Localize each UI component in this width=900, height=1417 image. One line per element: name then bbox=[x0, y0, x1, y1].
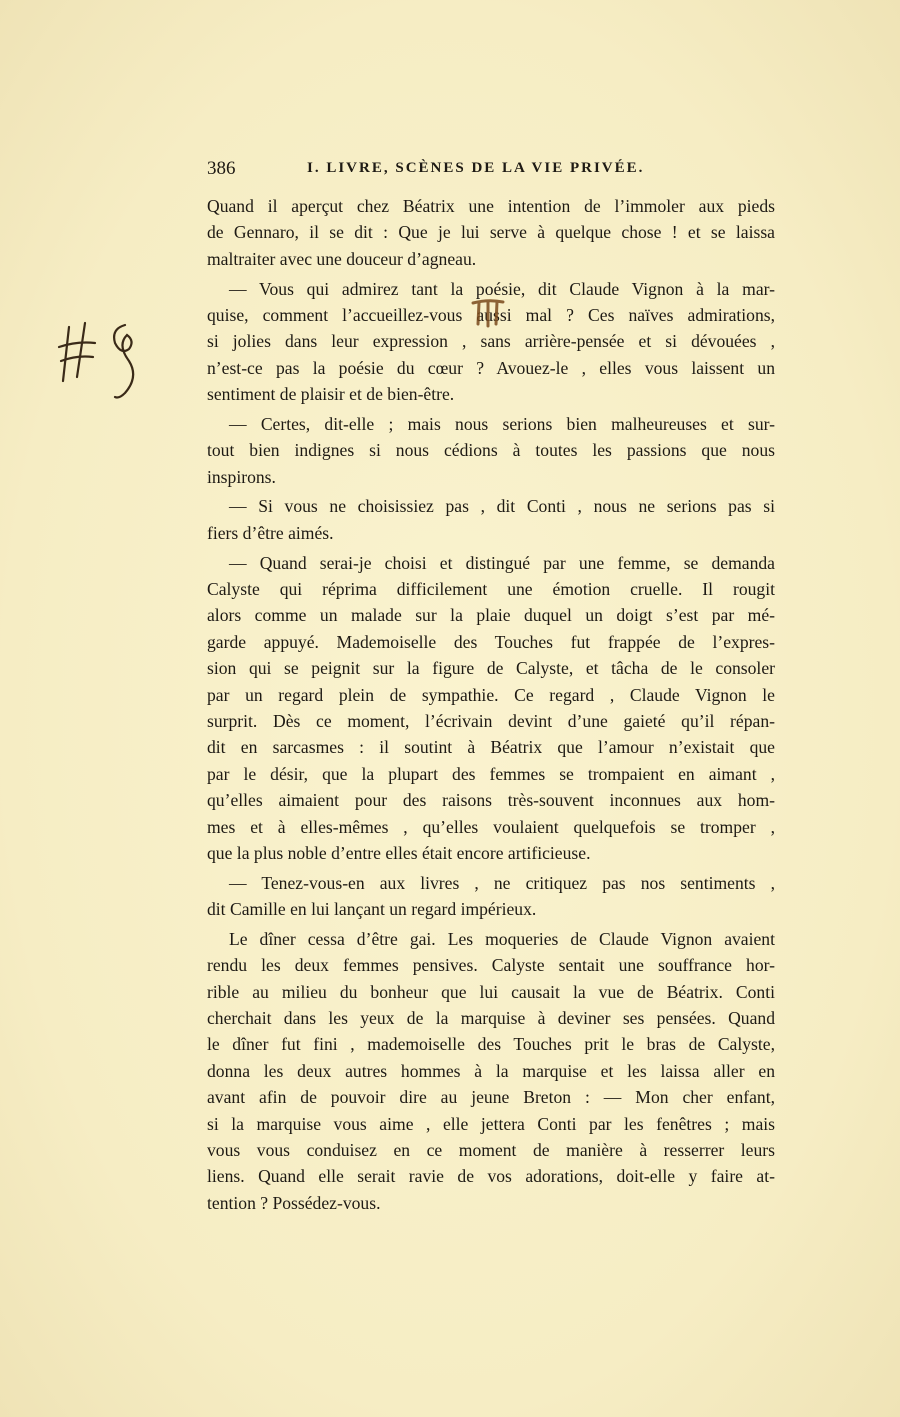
text-line: maltraiter avec une douceur d’agneau. bbox=[207, 248, 477, 269]
ink-annotation-mark bbox=[470, 298, 506, 328]
text-line: sentiment de plaisir et de bien-être. bbox=[207, 384, 455, 405]
text-line: que la plus noble d’entre elles était encore artificieuse. bbox=[207, 842, 591, 863]
text-line: — Certes, dit-elle ; mais nous serions bien malheureuses et sur- bbox=[229, 413, 775, 434]
text-line: dit Camille en lui lançant un regard impérieux. bbox=[207, 899, 537, 920]
text-line: si la marquise vous aime , elle jettera Conti par les fenêtres ; mais bbox=[207, 1113, 775, 1134]
text-line: Le dîner cessa d’être gai. Les moqueries de Claude Vignon avaient bbox=[229, 928, 775, 949]
text-line: n’est-ce pas la poésie du cœur ? Avouez-le , elles vous laissent un bbox=[207, 357, 775, 378]
text-line: avant afin de pouvoir dire au jeune Breton : — Mon cher enfant, bbox=[207, 1087, 775, 1108]
text-line: dit en sarcasmes : il soutint à Béatrix que l’amour n’existait que bbox=[207, 737, 775, 758]
text-line: — Tenez-vous-en aux livres , ne critiquez pas nos sentiments , bbox=[229, 872, 775, 893]
text-line: surprit. Dès ce moment, l’écrivain devint d’une gaieté qu’il répan- bbox=[207, 710, 775, 731]
text-line: Calyste qui réprima difficilement une émotion cruelle. Il rougit bbox=[207, 579, 775, 600]
body-text bbox=[207, 193, 775, 1216]
text-line: cherchait dans les yeux de la marquise à deviner ses pensées. Quand bbox=[207, 1008, 775, 1029]
page-header bbox=[207, 158, 677, 186]
text-line: rible au milieu du bonheur que lui causait la vue de Béatrix. Conti bbox=[207, 981, 775, 1002]
handwritten-margin-note bbox=[55, 315, 150, 405]
text-line: fiers d’être aimés. bbox=[207, 522, 334, 543]
text-line: tention ? Possédez-vous. bbox=[207, 1192, 381, 1213]
text-line: — Vous qui admirez tant la poésie, dit Claude Vignon à la mar- bbox=[229, 278, 775, 299]
text-line: de Gennaro, il se dit : Que je lui serve à quelque chose ! et se laissa bbox=[207, 222, 775, 243]
text-line: le dîner fut fini , mademoiselle des Touches prit le bras de Calyste, bbox=[207, 1034, 775, 1055]
running-title: I. LIVRE, SCÈNES DE LA VIE PRIVÉE. bbox=[307, 160, 645, 176]
text-line: liens. Quand elle serait ravie de vos adorations, doit-elle y faire at- bbox=[207, 1166, 775, 1187]
text-line: tout bien indignes si nous cédions à toutes les passions que nous bbox=[207, 440, 775, 461]
text-line: par le désir, que la plupart des femmes se trompaient en aimant , bbox=[207, 763, 775, 784]
text-line: mes et à elles-mêmes , qu’elles voulaient quelquefois se tromper , bbox=[207, 816, 775, 837]
text-line: garde appuyé. Mademoiselle des Touches fut frappée de l’expres- bbox=[207, 631, 775, 652]
text-line: par un regard plein de sympathie. Ce regard , Claude Vignon le bbox=[207, 684, 775, 705]
text-line: donna les deux autres hommes à la marquise et les laissa aller en bbox=[207, 1060, 775, 1081]
text-line: si jolies dans leur expression , sans arrière-pensée et si dévouées , bbox=[207, 331, 775, 352]
text-line: rendu les deux femmes pensives. Calyste sentait une souffrance hor- bbox=[207, 955, 775, 976]
text-line: Quand il aperçut chez Béatrix une intention de l’immoler aux pieds bbox=[207, 196, 775, 216]
text-line: — Quand serai-je choisi et distingué par une femme, se demanda bbox=[229, 552, 775, 573]
text-line: vous vous conduisez en ce moment de manière à resserrer leurs bbox=[207, 1140, 775, 1161]
text-line: alors comme un malade sur la plaie duquel un doigt s’est par mé- bbox=[207, 605, 775, 626]
text-line: sion qui se peignit sur la figure de Calyste, et tâcha de le consoler bbox=[207, 658, 775, 679]
text-line: qu’elles aimaient pour des raisons très-souvent inconnues aux hom- bbox=[207, 790, 775, 811]
text-line: — Si vous ne choisissiez pas , dit Conti , nous ne serions pas si bbox=[229, 496, 775, 517]
text-line: inspirons. bbox=[207, 466, 276, 487]
text-line: quise, comment l’accueillez-vous aussi mal ? Ces naïves admirations, bbox=[207, 304, 775, 325]
page-number: 386 bbox=[207, 158, 236, 179]
